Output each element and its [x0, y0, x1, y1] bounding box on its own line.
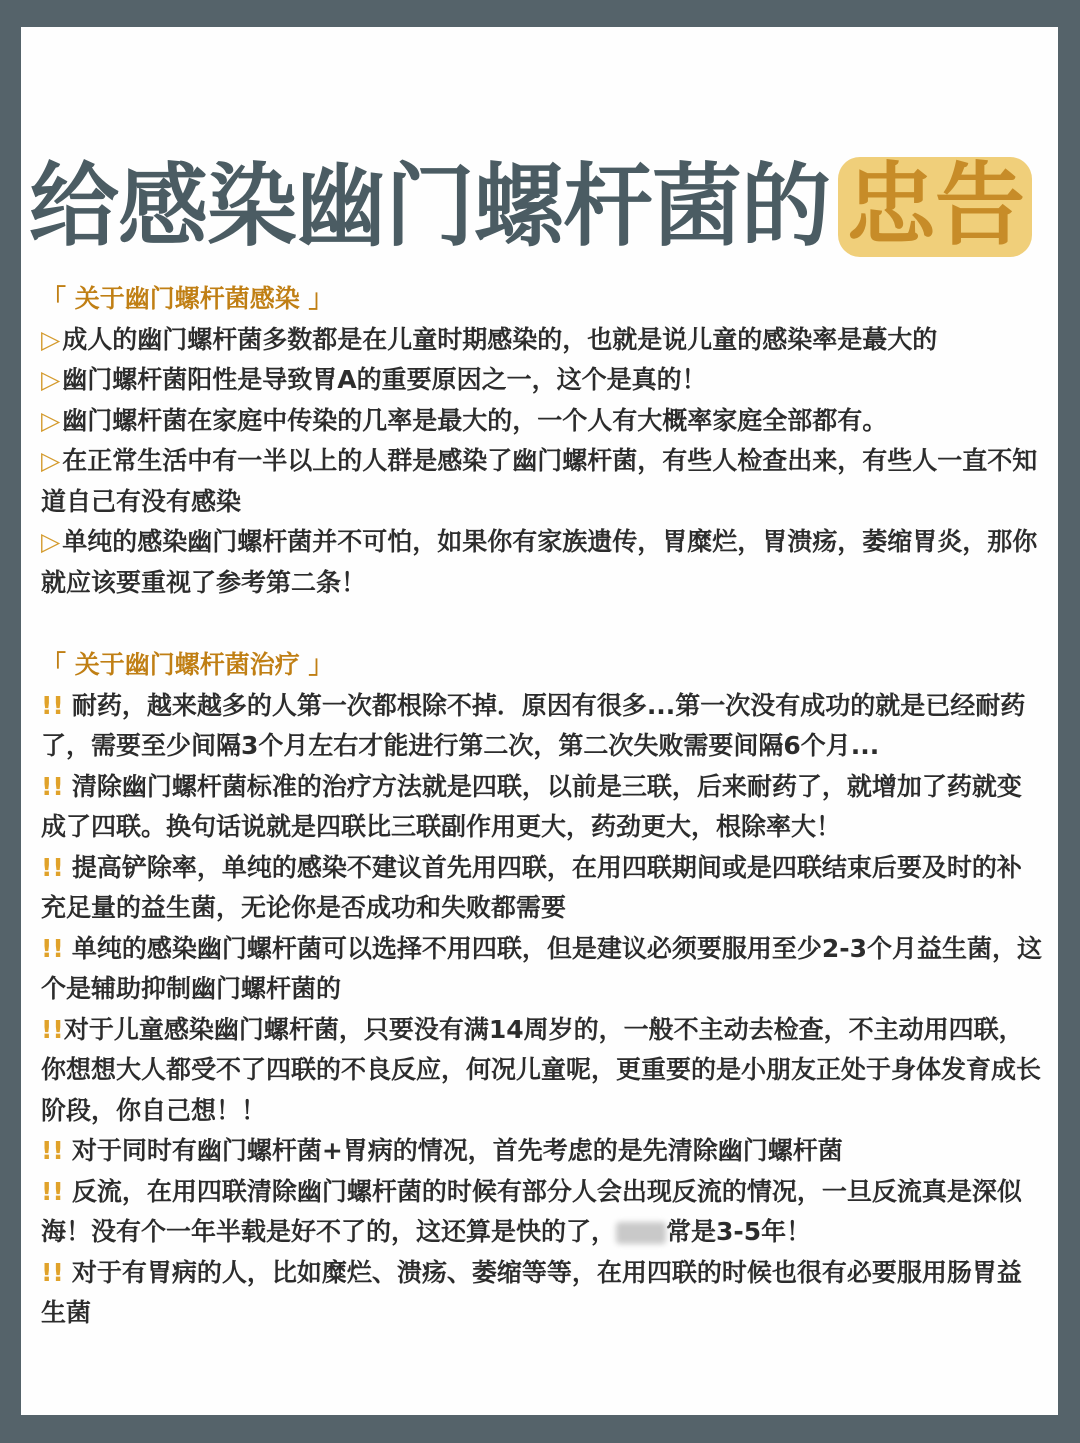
- exclamation-icon: !!: [41, 1257, 64, 1287]
- section-heading-infection: 「 关于幽门螺杆菌感染 」: [41, 284, 334, 313]
- article-body: [41, 279, 1043, 1334]
- triangle-bullet-icon: ▷: [41, 324, 61, 354]
- exclamation-icon: !!: [41, 1014, 64, 1044]
- blurred-text: [616, 1222, 666, 1244]
- list-item: ▷成人的幽门螺杆菌多数都是在儿童时期感染的，也就是说儿童的感染率是蕞大的: [41, 324, 938, 354]
- list-item: ▷单纯的感染幽门螺杆菌并不可怕，如果你有家族遗传，胃糜烂，胃溃疡，萎缩胃炎，那你就应该要重视了参考第二条！: [41, 527, 1038, 597]
- exclamation-icon: !!: [41, 1136, 64, 1165]
- list-item: !! 对于有胃病的人，比如糜烂、溃疡、萎缩等等，在用四联的时候也很有必要服用肠胃益生菌: [41, 1257, 1022, 1327]
- list-item: !! 反流，在用四联清除幽门螺杆菌的时候有部分人会出现反流的情况，一旦反流真是深似海！没有个一年半载是好不了的，这还算是快的了， 常是3-5年！: [41, 1176, 1022, 1246]
- list-item: ▷幽门螺杆菌在家庭中传染的几率是最大的，一个人有大概率家庭全部都有。: [41, 405, 888, 435]
- list-item: !! 对于同时有幽门螺杆菌+胃病的情况，首先考虑的是先清除幽门螺杆菌: [41, 1136, 843, 1165]
- list-item: !! 单纯的感染幽门螺杆菌可以选择不用四联，但是建议必须要服用至少2-3个月益生菌，这个是辅助抑制幽门螺杆菌的: [41, 933, 1042, 1003]
- exclamation-icon: !!: [41, 1176, 64, 1206]
- list-item: !! 耐药，越来越多的人第一次都根除不掉．原因有很多...第一次没有成功的就是已经耐药了，需要至少间隔3个月左右才能进行第二次，第二次失败需要间隔6个月...: [41, 690, 1026, 760]
- triangle-bullet-icon: ▷: [41, 365, 61, 394]
- page-title: [29, 137, 1053, 277]
- title-highlight: 忠告: [838, 157, 1032, 257]
- exclamation-icon: !!: [41, 771, 64, 801]
- triangle-bullet-icon: ▷: [41, 405, 61, 435]
- list-item: !!对于儿童感染幽门螺杆菌，只要没有满14周岁的，一般不主动去检查，不主动用四联，你想想大人都受不了四联的不良反应，何况儿童呢，更重要的是小朋友正处于身体发育成长阶段，你自己想！！: [41, 1014, 1042, 1125]
- exclamation-icon: !!: [41, 690, 64, 720]
- section-heading-treatment: 「 关于幽门螺杆菌治疗 」: [41, 650, 334, 679]
- content-card: [21, 27, 1058, 1415]
- triangle-bullet-icon: ▷: [41, 446, 61, 475]
- triangle-bullet-icon: ▷: [41, 527, 61, 556]
- section-spacer: [41, 603, 1043, 645]
- list-item: !! 提高铲除率，单纯的感染不建议首先用四联，在用四联期间或是四联结束后要及时的补充足量的益生菌，无论你是否成功和失败都需要: [41, 852, 1022, 922]
- exclamation-icon: !!: [41, 933, 64, 963]
- exclamation-icon: !!: [41, 852, 64, 882]
- list-item: ▷幽门螺杆菌阳性是导致胃A的重要原因之一，这个是真的！: [41, 365, 707, 394]
- list-item: !! 清除幽门螺杆菌标准的治疗方法就是四联，以前是三联，后来耐药了，就增加了药就变成了四联。换句话说就是四联比三联副作用更大，药劲更大，根除率大！: [41, 771, 1022, 841]
- title-main: 给感染幽门螺杆菌的: [29, 154, 830, 259]
- list-item: ▷在正常生活中有一半以上的人群是感染了幽门螺杆菌，有些人检查出来，有些人一直不知道自己有没有感染: [41, 446, 1038, 516]
